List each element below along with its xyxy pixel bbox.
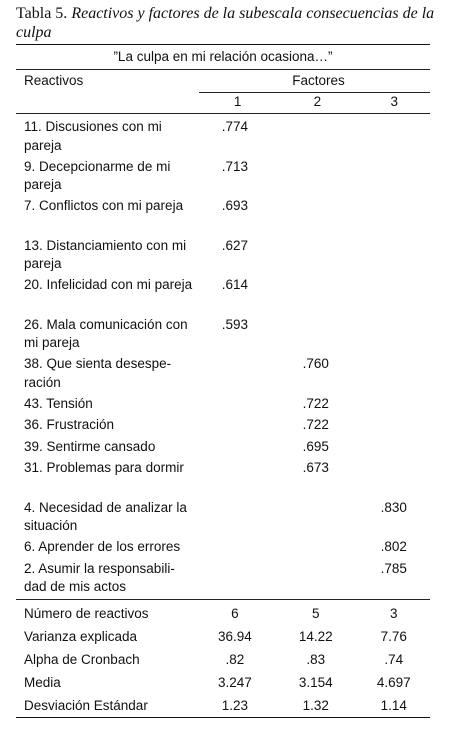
stat-f1: 36.94 — [217, 629, 252, 644]
factor-table — [16, 44, 430, 718]
table-row — [16, 438, 430, 460]
loading-f3: .802 — [380, 539, 407, 554]
item-label: 38. Que sienta desespe-ración — [24, 356, 172, 390]
item-label: 6. Aprender de los errores — [24, 539, 181, 554]
stat-f1: 6 — [231, 606, 239, 621]
loading-f1: .614 — [221, 277, 248, 292]
stat-f2: .83 — [306, 652, 326, 667]
stats-row — [16, 625, 430, 648]
caption-label: Tabla 5. — [16, 5, 68, 22]
item-label: 2. Asumir la responsabili-dad de mis actos — [24, 560, 175, 594]
stat-f1: 3.247 — [217, 675, 252, 690]
item-label: 20. Infelicidad con mi pareja — [24, 277, 193, 292]
table-row — [16, 316, 430, 356]
loading-f2: .673 — [302, 460, 329, 475]
bottom-rule — [16, 717, 430, 718]
item-label: 26. Mala comunicación con mi pareja — [24, 316, 188, 350]
stats-row — [16, 648, 430, 671]
loading-f2: .722 — [302, 417, 329, 432]
table-row — [16, 276, 430, 316]
stat-label: Número de reactivos — [24, 606, 149, 621]
table-row — [16, 355, 430, 395]
factor-number-1: 1 — [233, 94, 242, 109]
table-caption — [16, 4, 446, 42]
loading-f2: .695 — [302, 438, 329, 454]
table-row — [16, 237, 430, 277]
loading-f1: .693 — [221, 198, 248, 213]
item-label: 4. Necesidad de analizar la situación — [24, 499, 187, 533]
stat-label: Media — [24, 675, 61, 690]
stat-label: Desviación Estándar — [24, 698, 148, 713]
loading-f1: .593 — [221, 316, 248, 332]
item-label: 39. Sentirme cansado — [24, 438, 156, 454]
stat-f3: 3 — [389, 606, 398, 621]
stat-f1: 1.23 — [221, 698, 248, 713]
stat-f2: 1.32 — [302, 698, 329, 713]
table-row — [16, 158, 430, 198]
item-label: 13. Distanciamiento con mi pareja — [24, 237, 187, 271]
stat-f2: 5 — [312, 606, 320, 621]
stats-row — [16, 671, 430, 694]
stats-rows — [16, 600, 430, 717]
table-row — [16, 560, 430, 600]
table-row — [16, 538, 430, 560]
table-row — [16, 499, 430, 539]
loading-f1: .774 — [221, 119, 248, 134]
table-row — [16, 416, 430, 438]
stat-f2: 14.22 — [298, 629, 333, 644]
item-label: 7. Conflictos con mi pareja — [24, 198, 184, 213]
stat-f3: 7.76 — [380, 629, 407, 644]
item-label: 31. Problemas para dormir — [24, 460, 184, 475]
header-row — [16, 70, 430, 92]
col-header-reactivos: Reactivos — [24, 73, 84, 88]
stat-f2: 3.154 — [298, 675, 333, 690]
stat-label: Alpha de Cronbach — [24, 652, 140, 667]
factor-number-row — [199, 93, 430, 113]
col-header-factores: Factores — [292, 73, 345, 88]
item-label: 43. Tensión — [24, 395, 93, 411]
loading-f2: .722 — [302, 395, 329, 411]
table-row — [16, 459, 430, 499]
loading-f1: .713 — [221, 158, 248, 174]
item-rows — [16, 114, 430, 599]
loading-f2: .760 — [302, 356, 329, 371]
stat-f1: .82 — [225, 652, 245, 667]
loading-f1: .627 — [221, 237, 248, 253]
table-row — [16, 118, 430, 158]
table-row — [16, 395, 430, 417]
table-subtitle: ”La culpa en mi relación ocasiona…” — [113, 49, 333, 64]
stat-f3: 4.697 — [376, 675, 411, 690]
item-label: 9. Decepcionarme de mi pareja — [24, 158, 171, 192]
caption-title: Reactivos y factores de la subescala consecuencias de la culpa — [16, 5, 435, 41]
factor-number-3: 3 — [390, 94, 398, 109]
stat-label: Varianza explicada — [24, 629, 138, 644]
item-label: 36. Frustración — [24, 417, 115, 432]
stats-row — [16, 602, 430, 625]
item-label: 11. Discusiones con mi pareja — [24, 119, 162, 153]
loading-f3: .830 — [380, 499, 407, 515]
stats-row — [16, 694, 430, 717]
stat-f3: .74 — [384, 652, 404, 667]
table-row — [16, 197, 430, 237]
loading-f3: .785 — [380, 560, 407, 576]
factor-number-2: 2 — [313, 94, 322, 109]
stat-f3: 1.14 — [380, 698, 407, 713]
